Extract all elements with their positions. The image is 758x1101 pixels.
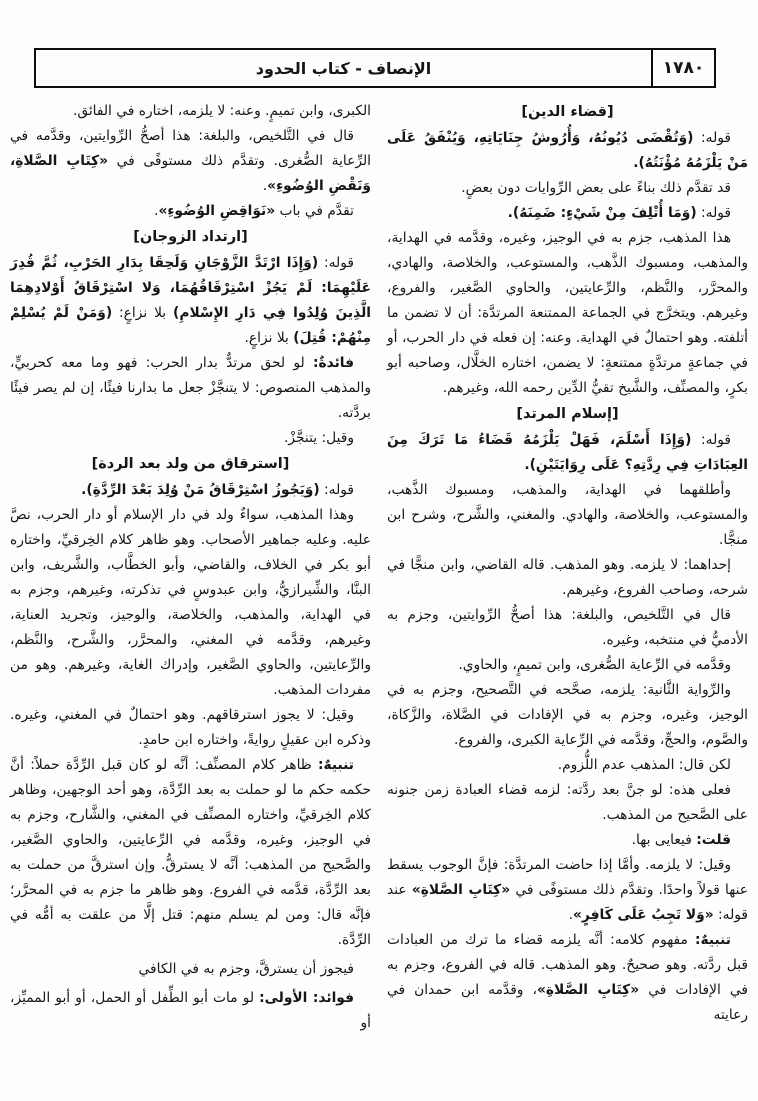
commentary-text: لو مات أبو الطِّفل أو الحمل، أو أبو المميِّز، أو bbox=[10, 990, 371, 1031]
matn-quote-text: (وَمَنْ لَمْ يُسْلِمْ مِنْهُمْ: قُتِلَ) bbox=[10, 305, 371, 346]
commentary-text: لو لحق مرتدٌّ بدار الحرب: فهو وما معه كحربيٍّ، والمذهب المنصوص: لا يتنجَّزْ جعل ما بدارنا فيئًا، إن لم يصر فيئًا بردَّته. bbox=[10, 355, 371, 421]
two-column-text bbox=[10, 99, 748, 1036]
commentary-text: وهذا المذهب، سواءٌ ولد في دار الإسلام أو دار الحرب، نصَّ عليه. وعليه جماهير الأصحاب. وهو ظاهر كلام الخِرقيِّ، واختاره أبو بكر في الخلاف، والقاضي، وأبو الخطَّاب، والشَّريف، وابن البنَّا، والشِّيرازيُّ، وابن عبدوسٍ في تذكرته، وغيرهم، وجزم به في الهداية، والمذهب، والخلاصة، والوجيز، وتجريد العناية، وغيرهم، وقدَّمه في المغني، والمحرَّر، والشَّرح، والنَّظم، والرِّعايتين، والحاوي الصَّغير، وإدراك الغاية، وغيرهم. وهو من مفردات المذهب. bbox=[10, 507, 371, 698]
commentary-text: وقدَّمه في الرِّعاية الصُّغرى، وابن تميمٍ، والحاوي. bbox=[458, 657, 731, 673]
paragraph bbox=[10, 503, 371, 703]
commentary-text: قوله: bbox=[319, 482, 354, 498]
matn-quote-text: فائدةٌ: bbox=[312, 355, 354, 371]
commentary-text: تقدَّم في باب bbox=[275, 203, 354, 219]
paragraph bbox=[387, 553, 748, 603]
matn-quote-text: [قضاء الدين] bbox=[521, 104, 614, 120]
commentary-text: قوله: bbox=[693, 130, 731, 146]
paragraph bbox=[10, 199, 371, 224]
paragraph bbox=[10, 478, 371, 503]
commentary-text: لكن قال: المذهب عدم اللُّزوم. bbox=[557, 757, 731, 773]
commentary-text: بلا نزاعٍ: bbox=[112, 305, 174, 321]
commentary-text: بلا نزاعٍ. bbox=[244, 330, 294, 346]
commentary-text: قوله: bbox=[691, 432, 732, 448]
paragraph bbox=[387, 126, 748, 176]
page-number: ١٧٨٠ bbox=[662, 58, 705, 78]
commentary-text: . bbox=[568, 907, 573, 923]
section-heading bbox=[387, 402, 748, 427]
page-number-box bbox=[651, 50, 714, 86]
commentary-text: قد تقدَّم ذلك بناءً على بعض الرِّوايات دون بعضٍ. bbox=[461, 180, 731, 196]
paragraph bbox=[387, 778, 748, 828]
commentary-text: وقيل: يتنجَّزْ. bbox=[284, 430, 354, 446]
paragraph bbox=[387, 478, 748, 553]
paragraph bbox=[387, 753, 748, 778]
matn-quote-text: «كِتَابِ الصَّلاةِ» bbox=[536, 982, 640, 998]
commentary-text: فيعايى بها. bbox=[631, 832, 697, 848]
paragraph bbox=[10, 99, 371, 124]
commentary-text: قال في التَّلخيص، والبلغة: هذا أصحُّ الرِّوايتين، وجزم به الأدميُّ في منتخبه، وغيره. bbox=[387, 607, 748, 648]
commentary-text: فعلى هذه: لو جنَّ بعد ردَّته: لزمه قضاء العبادة زمن جنونه على الصَّحيح من المذهب. bbox=[387, 782, 748, 823]
section-heading bbox=[10, 225, 371, 250]
paragraph bbox=[10, 251, 371, 351]
paragraph bbox=[387, 226, 748, 401]
paragraph bbox=[10, 124, 371, 199]
commentary-text: . bbox=[154, 203, 159, 219]
matn-quote-text: فوائد: الأولى: bbox=[259, 990, 354, 1006]
paragraph bbox=[10, 351, 371, 426]
column-right bbox=[387, 99, 748, 1036]
page-header bbox=[34, 48, 716, 88]
matn-quote-text: (وَإِذَا أَسْلَمَ، فَهَلْ يَلْزَمُهُ قَضَاءُ مَا تَرَكَ مِنَ العِبَادَاتِ فِي رِدَّتِهِ؟ عَلَى رِوَايَتَيْنِ). bbox=[387, 432, 748, 473]
paragraph bbox=[10, 703, 371, 753]
commentary-text: إحداهما: لا يلزمه. وهو المذهب. قاله القاضي، وابن منجًّا في شرحه، وصاحب الفروع، وغيرهم. bbox=[387, 557, 748, 598]
paragraph bbox=[387, 428, 748, 478]
matn-quote-text: تنبيهٌ: bbox=[695, 932, 731, 948]
matn-quote-text: «كِتَابِ الصَّلاةِ» bbox=[411, 882, 511, 898]
matn-quote-text: قلت: bbox=[696, 832, 731, 848]
commentary-text: فيجوز أن يسترقَّ، وجزم به في الكافي bbox=[138, 961, 354, 977]
matn-quote-text: [إسلام المرتد] bbox=[516, 406, 619, 422]
commentary-text: وقيل: لا يجوز استرقاقهم. وهو احتمالٌ في المغني، وغيره. وذكره ابن عقيلٍ روايةً، واختاره ابن حامدٍ. bbox=[10, 707, 371, 748]
paragraph bbox=[387, 828, 748, 853]
chapter-title: الإنصاف - كتاب الحدود bbox=[255, 58, 432, 78]
commentary-text: والرِّواية الثَّانية: يلزمه، صحَّحه في التَّصحيح، وجزم به في الوجيز، وغيره، وجزم به في الإفادات في الصَّلاة، والزَّكاة، والصَّوم، والحجِّ، وقدَّمه في الرِّعاية الكبرى، والفروع. bbox=[387, 682, 748, 748]
paragraph bbox=[10, 753, 371, 953]
commentary-text: قوله: bbox=[318, 255, 354, 271]
commentary-text: مفهوم كلامه: أنَّه يلزمه قضاء ما ترك من العبادات قبل ردَّته. وهو صحيحٌ. وهو المذهب. قاله في الفروع، وجزم به في الإفادات في bbox=[387, 932, 748, 998]
paragraph bbox=[387, 653, 748, 678]
commentary-text: وقيل: لا يلزمه. وأمَّا إذا حاضت المرتدَّة: فإنَّ الوجوب يسقط عنها قولاً واحدًا. وتقدَّم ذلك مستوفًى في bbox=[387, 857, 748, 898]
paragraph bbox=[10, 957, 371, 982]
matn-quote-text: (وَتُقْضَى دُيُونُهُ، وَأُرُوشُ جِنَايَاتِهِ، وَيُنْفَقُ عَلَى مَنْ يَلْزَمُهُ مُؤْنَتُهُ). bbox=[387, 130, 748, 171]
chapter-title-box bbox=[36, 50, 651, 86]
matn-quote-text: تنبيهٌ: bbox=[318, 757, 354, 773]
matn-quote-text: «نَوَاقِضِ الوُضُوءِ» bbox=[158, 203, 276, 219]
commentary-text: وأطلقهما في الهداية، والمذهب، ومسبوك الذَّهب، والمستوعب، والخلاصة، والهادي. والمغني، والشَّرح، وشرح ابن منجًّا. bbox=[387, 482, 748, 548]
commentary-text: هذا المذهب، جزم به في الوجيز، وغيره، وقدَّمه في الهداية، والمذهب، ومسبوك الذَّهب، والمستوعب، والخلاصة، والهادي، والمحرَّر، والنَّظم، والرِّعايتين، والحاوي الصَّغير، والفروع، وغيرهم. ويتخرَّج في الجماعة الممتنعة المرتدَّة: أن لا تضمن ما أتلفته. وهو احتمالٌ في الهداية. وعنه: إن فعله في دار الحرب، أو في جماعةٍ مرتدَّةٍ ممتنعةٍ: لا يضمن، اختاره الخلَّال، وصاحبه أبو بكرٍ، والمصنِّف، والشَّيخ تقيُّ الدِّين رحمه الله، وغيرهم. bbox=[387, 230, 748, 396]
commentary-text: ، وقدَّمه ابن حمدان في رعايته bbox=[387, 982, 748, 1023]
matn-quote-text: [ارتداد الزوجان] bbox=[133, 229, 248, 245]
paragraph bbox=[387, 603, 748, 653]
section-heading bbox=[387, 100, 748, 125]
paragraph bbox=[10, 986, 371, 1036]
matn-quote-text: «وَلا تَجِبُ عَلَى كَافِرٍ» bbox=[572, 907, 714, 923]
paragraph bbox=[10, 426, 371, 451]
paragraph bbox=[387, 176, 748, 201]
column-left bbox=[10, 99, 371, 1036]
commentary-text: . bbox=[262, 178, 268, 194]
matn-quote-text: «كِتَابِ الصَّلاةِ، وَنَقْضِ الوُضُوءِ» bbox=[10, 153, 371, 194]
commentary-text: عند قوله: bbox=[387, 882, 748, 923]
paragraph bbox=[387, 678, 748, 753]
paragraph bbox=[387, 928, 748, 1028]
matn-quote-text: [استرقاق من ولد بعد الردة] bbox=[91, 456, 290, 472]
commentary-text: قوله: bbox=[696, 205, 731, 221]
commentary-text: ظاهر كلام المصنِّف: أنَّه لو كان قبل الرِّدَّة حملاً: أنَّ حكمه حكم ما لو حملت به بعد الرِّدَّة، وهو أحد الوجهين، وظاهر كلام الخِرقيِّ، واختاره المصنِّف في المغني، والشَّارح، وجزم به في الوجيز، وغيره، وقدَّمه في الرِّعايتين، والحاوي الصَّغير، والصَّحيح من المذهب: أنَّه لا يسترقُّ. وإن استرقَّ من حملت به بعد الرِّدَّة، قدَّمه في الفروع. وهو ظاهر ما جزم به في المحرَّر؛ فإنَّه قال: ومن لم يسلم منهم: قتل إلَّا من علقت به أمُّه في الرِّدَّة. bbox=[10, 757, 371, 948]
paragraph bbox=[387, 201, 748, 226]
commentary-text: قال في التَّلخيص، والبلغة: هذا أصحُّ الرِّوايتين، وقدَّمه في الرِّعاية الصُّغرى. وتقدَّم ذلك مستوفًى في bbox=[10, 128, 371, 169]
paragraph bbox=[387, 853, 748, 928]
matn-quote-text: (وَيَجُوزُ اسْتِرْقَاقُ مَنْ وُلِدَ بَعْدَ الرِّدَّةِ). bbox=[81, 482, 320, 498]
section-heading bbox=[10, 452, 371, 477]
matn-quote-text: (وَمَا أُتْلِفَ مِنْ شَيْءٍ: ضَمِنَهُ). bbox=[507, 205, 697, 221]
commentary-text: الكبرى، وابن تميمٍ. وعنه: لا يلزمه، اختاره في الفائق. bbox=[72, 103, 371, 119]
matn-quote-text: (وَإِذَا ارْتَدَّ الزَّوْجَانِ وَلَحِقَا بِدَارِ الحَرْبِ، ثُمَّ قُدِرَ عَلَيْهِمَا: لَمْ يَجُزْ اسْتِرْقَاقُهُمَا، وَلا اسْتِرْقَاقُ أَوْلادِهِمَا الَّذِينَ وُلِدُوا فِي دَارِ الإِسْلامِ) bbox=[10, 255, 371, 321]
